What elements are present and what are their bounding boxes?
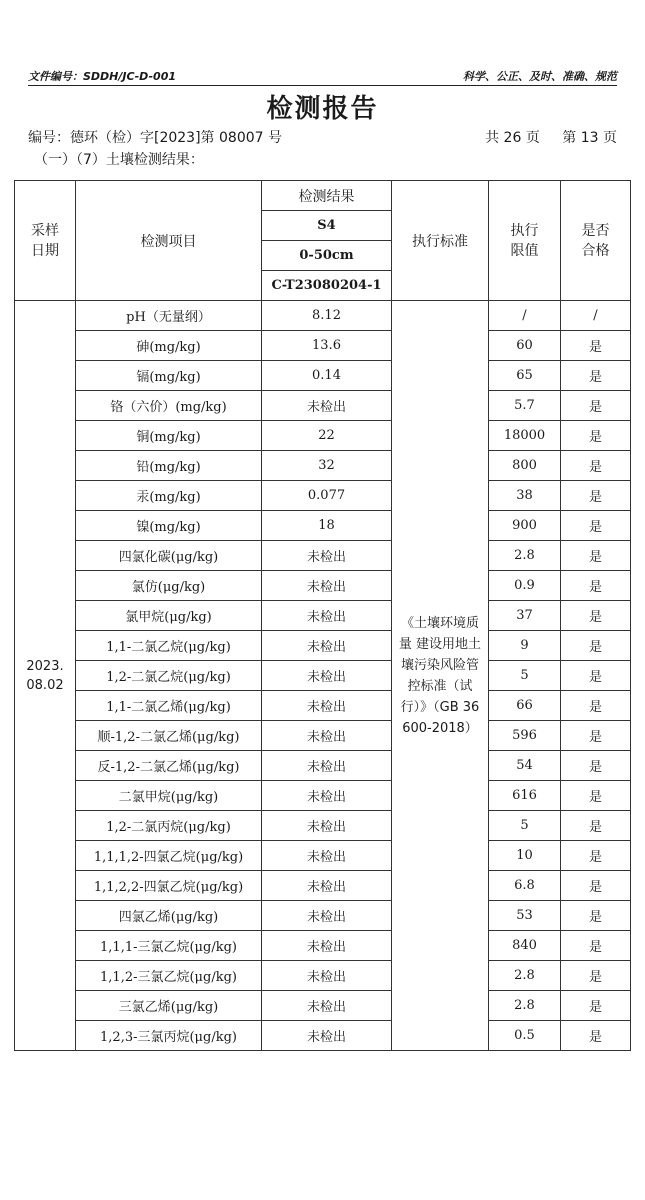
test-item: 镍(mg/kg)	[76, 511, 262, 541]
sample-depth: 0-50cm	[262, 241, 392, 271]
table-row	[15, 601, 631, 631]
pass-status: 是	[561, 631, 631, 661]
table-row	[15, 751, 631, 781]
test-item: 1,2-二氯乙烷(μg/kg)	[76, 661, 262, 691]
test-item: 氯甲烷(μg/kg)	[76, 601, 262, 631]
table-row	[15, 721, 631, 751]
pass-status: 是	[561, 451, 631, 481]
table-row	[15, 421, 631, 451]
test-item: 1,1-二氯乙烷(μg/kg)	[76, 631, 262, 661]
test-result: 未检出	[262, 991, 392, 1021]
test-result: 未检出	[262, 391, 392, 421]
test-item: 三氯乙烯(μg/kg)	[76, 991, 262, 1021]
pass-status: 是	[561, 961, 631, 991]
soil-results-table	[14, 180, 631, 1051]
test-result: 未检出	[262, 811, 392, 841]
test-result: 22	[262, 421, 392, 451]
pass-status: 是	[561, 691, 631, 721]
limit-value: 54	[489, 751, 561, 781]
table-row	[15, 931, 631, 961]
test-item: 铅(mg/kg)	[76, 451, 262, 481]
pass-status: 是	[561, 781, 631, 811]
test-result: 未检出	[262, 721, 392, 751]
table-row	[15, 991, 631, 1021]
pass-status: 是	[561, 391, 631, 421]
test-result: 未检出	[262, 781, 392, 811]
limit-value: 60	[489, 331, 561, 361]
pass-status: 是	[561, 811, 631, 841]
pass-status: 是	[561, 481, 631, 511]
table-row	[15, 811, 631, 841]
limit-value: 2.8	[489, 961, 561, 991]
test-item: 镉(mg/kg)	[76, 361, 262, 391]
document-number: 文件编号：SDDH/JC-D-001	[28, 70, 177, 83]
table-row	[15, 541, 631, 571]
limit-value: 18000	[489, 421, 561, 451]
pass-status: 是	[561, 661, 631, 691]
test-result: 未检出	[262, 931, 392, 961]
pass-status: 是	[561, 721, 631, 751]
limit-value: 596	[489, 721, 561, 751]
test-result: 未检出	[262, 571, 392, 601]
table-row	[15, 961, 631, 991]
test-item: 四氯乙烯(μg/kg)	[76, 901, 262, 931]
test-item: 1,2-二氯丙烷(μg/kg)	[76, 811, 262, 841]
table-row	[15, 301, 631, 331]
test-result: 32	[262, 451, 392, 481]
limit-value: 9	[489, 631, 561, 661]
table-row	[15, 481, 631, 511]
limit-value: 900	[489, 511, 561, 541]
table-row	[15, 781, 631, 811]
total-pages: 共 26 页	[485, 130, 540, 146]
test-result: 未检出	[262, 541, 392, 571]
test-result: 18	[262, 511, 392, 541]
table-row	[15, 391, 631, 421]
test-item: 四氯化碳(μg/kg)	[76, 541, 262, 571]
pass-status: 是	[561, 541, 631, 571]
test-result: 未检出	[262, 841, 392, 871]
test-result: 未检出	[262, 1021, 392, 1051]
limit-value: 5	[489, 661, 561, 691]
test-item: pH（无量纲）	[76, 301, 262, 331]
test-result: 13.6	[262, 331, 392, 361]
test-item: 1,1,2-三氯乙烷(μg/kg)	[76, 961, 262, 991]
test-item: 反-1,2-二氯乙烯(μg/kg)	[76, 751, 262, 781]
test-result: 8.12	[262, 301, 392, 331]
test-result: 0.14	[262, 361, 392, 391]
test-result: 0.077	[262, 481, 392, 511]
test-result: 未检出	[262, 691, 392, 721]
report-number: 编号：德环（检）字[2023]第 08007 号	[28, 130, 282, 146]
limit-value: 800	[489, 451, 561, 481]
header-standard: 执行标准	[392, 181, 489, 301]
test-item: 砷(mg/kg)	[76, 331, 262, 361]
limit-value: 5	[489, 811, 561, 841]
pass-status: 是	[561, 361, 631, 391]
limit-value: /	[489, 301, 561, 331]
test-item: 1,2,3-三氯丙烷(μg/kg)	[76, 1021, 262, 1051]
report-meta	[28, 127, 617, 147]
test-result: 未检出	[262, 901, 392, 931]
limit-value: 65	[489, 361, 561, 391]
pass-status: 是	[561, 751, 631, 781]
test-result: 未检出	[262, 871, 392, 901]
header-sampling-date: 采样日期	[15, 181, 76, 301]
test-result: 未检出	[262, 631, 392, 661]
test-item: 1,1-二氯乙烯(μg/kg)	[76, 691, 262, 721]
test-result: 未检出	[262, 661, 392, 691]
test-item: 顺-1,2-二氯乙烯(μg/kg)	[76, 721, 262, 751]
table-row	[15, 871, 631, 901]
limit-value: 6.8	[489, 871, 561, 901]
table-row	[15, 691, 631, 721]
pass-status: 是	[561, 511, 631, 541]
pass-status: 是	[561, 991, 631, 1021]
test-item: 氯仿(μg/kg)	[76, 571, 262, 601]
header-pass: 是否合格	[561, 181, 631, 301]
sampling-date: 2023. 08.02	[15, 301, 76, 1051]
sample-code: C-T23080204-1	[262, 271, 392, 301]
current-page: 第 13 页	[562, 130, 617, 146]
test-item: 1,1,1-三氯乙烷(μg/kg)	[76, 931, 262, 961]
test-result: 未检出	[262, 601, 392, 631]
test-item: 1,1,2,2-四氯乙烷(μg/kg)	[76, 871, 262, 901]
test-item: 铬（六价）(mg/kg)	[76, 391, 262, 421]
limit-value: 53	[489, 901, 561, 931]
pass-status: 是	[561, 421, 631, 451]
table-row	[15, 1021, 631, 1051]
test-item: 1,1,1,2-四氯乙烷(μg/kg)	[76, 841, 262, 871]
page-info	[467, 127, 617, 147]
pass-status: 是	[561, 871, 631, 901]
limit-value: 616	[489, 781, 561, 811]
test-result: 未检出	[262, 751, 392, 781]
sample-point: S4	[262, 211, 392, 241]
table-row	[15, 661, 631, 691]
pass-status: 是	[561, 1021, 631, 1051]
limit-value: 37	[489, 601, 561, 631]
report-title: 检测报告	[266, 94, 379, 124]
pass-status: 是	[561, 571, 631, 601]
limit-value: 2.8	[489, 991, 561, 1021]
table-row	[15, 571, 631, 601]
test-item: 汞(mg/kg)	[76, 481, 262, 511]
table-row	[15, 511, 631, 541]
test-result: 未检出	[262, 961, 392, 991]
limit-value: 840	[489, 931, 561, 961]
applied-standard: 《土壤环境质量 建设用地土壤污染风险管控标准（试行）》（GB 36600-2018）	[392, 301, 489, 1051]
motto: 科学、公正、及时、准确、规范	[463, 70, 617, 83]
limit-value: 5.7	[489, 391, 561, 421]
limit-value: 2.8	[489, 541, 561, 571]
results-body	[15, 301, 631, 1051]
table-row	[15, 631, 631, 661]
test-item: 二氯甲烷(μg/kg)	[76, 781, 262, 811]
pass-status: 是	[561, 841, 631, 871]
table-row	[15, 841, 631, 871]
pass-status: 是	[561, 331, 631, 361]
limit-value: 0.9	[489, 571, 561, 601]
header-limit: 执行限值	[489, 181, 561, 301]
document-header	[28, 64, 617, 86]
test-item: 铜(mg/kg)	[76, 421, 262, 451]
limit-value: 10	[489, 841, 561, 871]
table-row	[15, 451, 631, 481]
pass-status: 是	[561, 901, 631, 931]
table-row	[15, 331, 631, 361]
table-row	[15, 361, 631, 391]
section-title: （一）（7）土壤检测结果：	[34, 152, 204, 168]
header-test-result: 检测结果	[262, 181, 392, 211]
limit-value: 66	[489, 691, 561, 721]
pass-status: /	[561, 301, 631, 331]
header-test-item: 检测项目	[76, 181, 262, 301]
pass-status: 是	[561, 601, 631, 631]
table-row	[15, 901, 631, 931]
pass-status: 是	[561, 931, 631, 961]
limit-value: 38	[489, 481, 561, 511]
limit-value: 0.5	[489, 1021, 561, 1051]
